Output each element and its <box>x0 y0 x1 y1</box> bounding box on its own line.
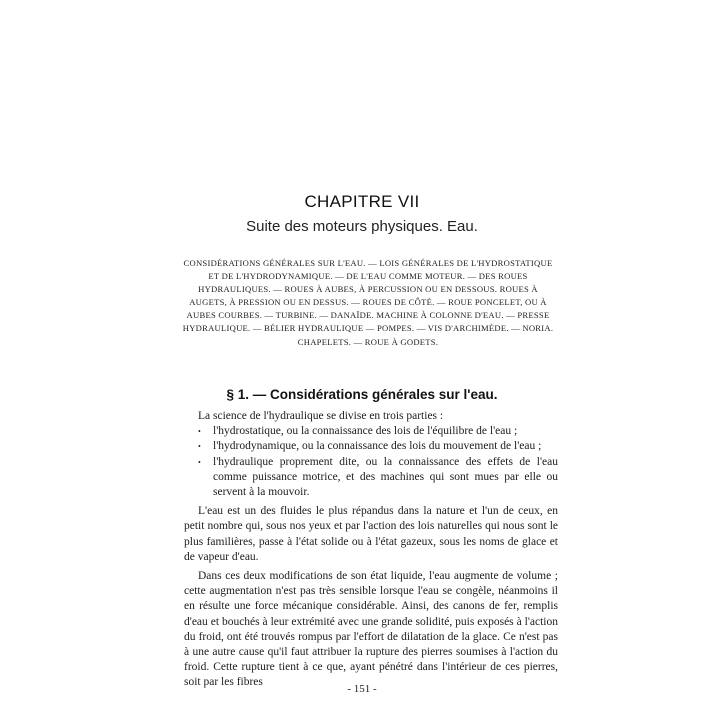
chapter-title: CHAPITRE VII <box>304 192 420 211</box>
section-heading: § 1. — Considérations générales sur l'eau. <box>226 387 498 402</box>
list-item-text: l'hydrostatique, ou la connaissance des lois de l'équilibre de l'eau ; <box>213 425 518 438</box>
intro-paragraph: La science de l'hydraulique se divise en trois parties : <box>198 410 444 422</box>
bullet-icon: • <box>198 427 201 437</box>
list-item-text: l'hydraulique proprement dite, ou la connaissance des effets de l'eau comme puissance motrice, et des machines qui sont mues par elle ou servent à la mouvoir. <box>213 455 558 499</box>
body-paragraph: L'eau est un des fluides le plus répandus dans la nature et l'un de ceux, en petit nombre qui, sous nos yeux et par l'action des lois naturelles qui nous sont le plus familières, passe à l'état solide ou à l'état gazeux, sous les noms de glace et de vapeur d'eau. <box>184 505 558 563</box>
list-item <box>184 439 558 454</box>
hydraulics-parts-list <box>184 424 558 500</box>
page-number: - 151 - <box>347 683 377 695</box>
section-body <box>184 409 558 691</box>
list-item <box>184 455 558 501</box>
body-paragraph: Dans ces deux modifications de son état liquide, l'eau augmente de volume ; cette augmentation n'est pas très sensible lorsque l'eau se congèle, néanmoins il en résulte une force mécanique considérable. Ainsi, des canons de fer, remplis d'eau et bouchés à leur extrémité avec une grande solidité, puis exposés à l'action du froid, ont été trouvés rompus par l'effort de dilatation de la glace. Ce n'est pas à une autre cause qu'il faut attribuer la rupture des pierres soumises à l'action du froid. Cette rupture tient à ce que, ayant pénétré dans l'intérieur de ces pierres, soit par les fibres <box>184 570 558 689</box>
list-item-text: l'hydrodynamique, ou la connaissance des lois du mouvement de l'eau ; <box>213 440 542 453</box>
list-item <box>184 424 558 439</box>
chapter-subtitle: Suite des moteurs physiques. Eau. <box>246 218 478 235</box>
bullet-icon: • <box>198 442 201 452</box>
chapter-summary: CONSIDÉRATIONS GÉNÉRALES SUR L'EAU. — LOIS GÉNÉRALES DE L'HYDROSTATIQUE ET DE L'HYDRODYNAMIQUE. — DE L'EAU COMME MOTEUR. — DES ROUES HYDRAULIQUES. — ROUES À AUBES, À PERCUSSION OU EN DESSOUS. ROUES À AUGETS, À PRESSION OU EN DESSUS. — ROUES DE CÔTÉ. — ROUE PONCELET, OU À AUBES COURBES. — TURBINE. — DANAÏDE. MACHINE À COLONNE D'EAU. — PRESSE HYDRAULIQUE. — BÉLIER HYDRAULIQUE — POMPES. — VIS D'ARCHIMÈDE. — NORIA. CHAPELETS. — ROUE À GODETS. <box>182 258 554 347</box>
bullet-icon: • <box>198 457 201 467</box>
